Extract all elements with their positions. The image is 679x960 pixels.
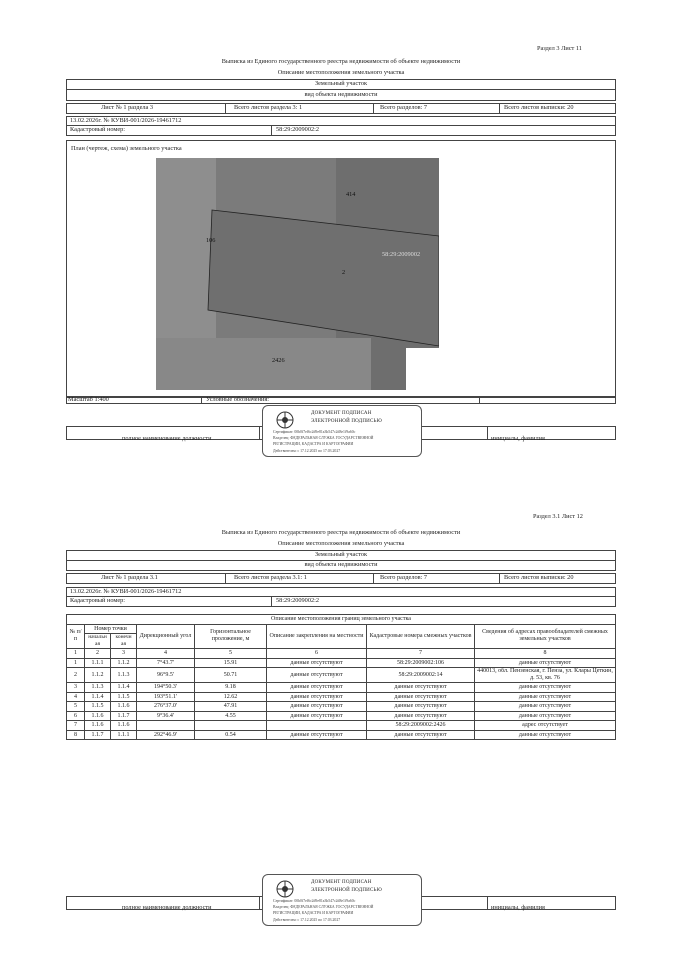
table-cell: 1.1.7 — [85, 730, 111, 740]
colnum: 1 — [67, 649, 85, 659]
total-sections-2: Всего разделов: 7 — [373, 574, 427, 583]
scale-label: Масштаб 1:400 — [68, 395, 109, 403]
table-cell: 1.1.7 — [111, 711, 137, 721]
total-sheets-section-2: Всего листов раздела 3.1: 1 — [225, 574, 307, 583]
table-cell: 1.1.3 — [85, 683, 111, 693]
table-cell: 1.1.6 — [111, 721, 137, 731]
colnum: 3 — [111, 649, 137, 659]
cadastral-value-2: 58:29:2009002:2 — [271, 597, 319, 606]
table-cell: данные отсутствуют — [475, 730, 616, 740]
emblem-icon — [275, 410, 295, 430]
extract-title: Выписка из Единого государственного реестра недвижимости об объекте недвижимости — [221, 58, 461, 65]
emblem-icon — [275, 879, 295, 899]
header-num: № п/п — [67, 624, 85, 649]
table-cell: 1.1.1 — [85, 658, 111, 668]
table-row — [67, 683, 616, 693]
table-cell: 58:29:2009002:14 — [367, 668, 475, 683]
plan-label-top: 414 — [346, 191, 356, 198]
colnum: 6 — [267, 649, 367, 659]
table-cell: данные отсутствуют — [267, 702, 367, 712]
table-cell: данные отсутствуют — [267, 692, 367, 702]
table-cell: данные отсутствуют — [475, 692, 616, 702]
table-cell: 1.1.3 — [111, 668, 137, 683]
colnum: 5 — [195, 649, 267, 659]
table-cell: 50.71 — [195, 668, 267, 683]
total-sections: Всего разделов: 7 — [373, 104, 427, 113]
table-row — [67, 658, 616, 668]
table-cell: данные отсутствуют — [267, 658, 367, 668]
header-length: Горизонтальное проложение, м — [195, 624, 267, 649]
table-cell: 12.62 — [195, 692, 267, 702]
table-cell: 47.91 — [195, 702, 267, 712]
sheet-number-2: Лист № 1 раздела 3.1 — [101, 574, 158, 582]
plan-label-bottom: 2426 — [272, 357, 285, 364]
table-cell: 194°50.3' — [137, 683, 195, 693]
plan-label: План (чертеж, схема) земельного участка — [71, 145, 182, 152]
table-cell: 1.1.6 — [111, 702, 137, 712]
stamp-line-2: ЭЛЕКТРОННОЙ ПОДПИСЬЮ — [311, 419, 382, 424]
section-sheet-label-2: Раздел 3.1 Лист 12 — [533, 513, 583, 520]
table-cell — [195, 721, 267, 731]
table-cell: 1.1.4 — [111, 683, 137, 693]
table-cell: данные отсутствуют — [475, 702, 616, 712]
stamp-line-1: ДОКУМЕНТ ПОДПИСАН — [311, 880, 372, 885]
header-fix: Описание закрепления на местности — [267, 624, 367, 649]
stamp-line-2: ЭЛЕКТРОННОЙ ПОДПИСЬЮ — [311, 888, 382, 893]
plan-label-left: 106 — [206, 237, 216, 244]
header-point: Номер точки — [85, 624, 137, 634]
e-signature-stamp — [262, 405, 422, 457]
stamp-line-1: ДОКУМЕНТ ПОДПИСАН — [311, 411, 372, 416]
table-cell: 193°51.1' — [137, 692, 195, 702]
legend-label: Условные обозначения: — [201, 397, 269, 403]
table-row — [67, 692, 616, 702]
header-addr: Сведения об адресах правообладателей смежных земельных участков — [475, 624, 616, 649]
plan-bottom-shade — [156, 338, 371, 390]
object-name: Земельный участок — [314, 80, 368, 88]
table-cell: данные отсутствуют — [367, 730, 475, 740]
table-cell: данные отсутствуют — [475, 658, 616, 668]
table-cell: 1.1.6 — [85, 711, 111, 721]
stamp-line-4: Владелец: ФЕДЕРАЛЬНАЯ СЛУЖБА ГОСУДАРСТВЕННОЙ — [273, 436, 374, 440]
object-row — [66, 79, 616, 90]
stamp-line-5: РЕГИСТРАЦИИ, КАДАСТРА И КАРТОГРАФИИ — [273, 911, 354, 915]
table-cell: данные отсутствуют — [475, 683, 616, 693]
table-cell: 2 — [67, 668, 85, 683]
sheet-info-row — [66, 103, 616, 114]
plan-drawing — [156, 158, 439, 390]
table-cell: 7°43.7' — [137, 658, 195, 668]
table-cell: 9.18 — [195, 683, 267, 693]
table-cell: 5 — [67, 702, 85, 712]
date-number-row — [66, 116, 616, 126]
total-sheets-section: Всего листов раздела 3: 1 — [225, 104, 302, 113]
table-row — [67, 721, 616, 731]
table-cell: 292°46.9' — [137, 730, 195, 740]
total-sheets-extract: Всего листов выписки: 20 — [499, 104, 573, 113]
table-cell: 58:29:2009002:106 — [367, 658, 475, 668]
stamp-line-6: Действителен: с 17.12.2025 по 17.03.2027 — [273, 449, 341, 453]
cadastral-label: Кадастровый номер: — [70, 126, 126, 134]
table-cell: данные отсутствуют — [367, 692, 475, 702]
cadastral-label-2: Кадастровый номер: — [70, 597, 126, 605]
table-title: Описание местоположения границ земельного участка — [67, 615, 616, 625]
table-cell: данные отсутствуют — [367, 683, 475, 693]
stamp-line-6: Действителен: с 17.12.2025 по 17.03.2027 — [273, 918, 341, 922]
table-cell: 58:29:2009002:2426 — [367, 721, 475, 731]
table-cell: данные отсутствуют — [475, 711, 616, 721]
table-title-row — [67, 615, 616, 625]
column-number-row — [67, 649, 616, 659]
stamp-line-3: Сертификат: 00b0f7ef6c2d9e81a3b547c2d8e1f9a60c — [273, 430, 356, 434]
table-cell: 1.1.5 — [111, 692, 137, 702]
table-cell: 1.1.4 — [85, 692, 111, 702]
initials-caption-2: инициалы, фамилия — [491, 904, 545, 911]
table-cell: данные отсутствуют — [267, 683, 367, 693]
table-cell — [267, 721, 367, 731]
object-kind-2: вид объекта недвижимости — [304, 561, 378, 569]
table-cell: 4.55 — [195, 711, 267, 721]
table-cell: данные отсутствуют — [267, 730, 367, 740]
stamp-line-5: РЕГИСТРАЦИИ, КАДАСТРА И КАРТОГРАФИИ — [273, 442, 354, 446]
sheet-number: Лист № 1 раздела 3 — [101, 104, 154, 112]
legend-empty — [479, 397, 480, 403]
table-row — [67, 668, 616, 683]
table-cell: 0.54 — [195, 730, 267, 740]
colnum: 8 — [475, 649, 616, 659]
table-row — [67, 730, 616, 740]
stamp-line-4: Владелец: ФЕДЕРАЛЬНАЯ СЛУЖБА ГОСУДАРСТВЕННОЙ — [273, 905, 374, 909]
table-cell: 1.1.5 — [85, 702, 111, 712]
signature-divider-c — [259, 897, 260, 909]
sheet-info-row-2 — [66, 573, 616, 584]
plan-blank-area — [406, 348, 439, 390]
header-end: конечн ая — [111, 634, 137, 649]
table-cell: 1.1.2 — [85, 668, 111, 683]
table-cell: 8 — [67, 730, 85, 740]
header-angle: Дирекционный угол — [137, 624, 195, 649]
table-cell: 3 — [67, 683, 85, 693]
table-cell: 7 — [67, 721, 85, 731]
object-row-2 — [66, 550, 616, 561]
section-sheet-label: Раздел 3 Лист 11 — [537, 45, 582, 52]
cadastral-row — [66, 126, 616, 136]
cadastral-row-2 — [66, 597, 616, 607]
object-kind-row-2 — [66, 561, 616, 571]
object-kind: вид объекта недвижимости — [304, 90, 378, 98]
plan-map — [156, 158, 439, 390]
table-cell: 1.1.6 — [85, 721, 111, 731]
table-cell: данные отсутствуют — [267, 668, 367, 683]
table-cell: 4 — [67, 692, 85, 702]
table-cell — [137, 721, 195, 731]
table-cell: 6 — [67, 711, 85, 721]
date-number-row-2 — [66, 587, 616, 597]
table-cell: 1 — [67, 658, 85, 668]
extract-title-2: Выписка из Единого государственного реестра недвижимости об объекте недвижимости — [221, 529, 461, 536]
colnum: 7 — [367, 649, 475, 659]
table-cell: 1.1.1 — [111, 730, 137, 740]
table-row — [67, 702, 616, 712]
header-cad-adj: Кадастровые номера смежных участков — [367, 624, 475, 649]
table-row — [67, 711, 616, 721]
header-start: начальн ая — [85, 634, 111, 649]
signature-divider-d — [487, 897, 488, 909]
initials-caption: инициалы, фамилия — [491, 435, 545, 442]
signature-divider-b — [487, 427, 488, 439]
extract-subtitle: Описание местоположения земельного участка — [277, 69, 405, 76]
table-cell: адрес отсутствует — [475, 721, 616, 731]
boundary-table — [66, 614, 616, 740]
position-caption-2: полное наименование должности — [122, 904, 212, 911]
table-cell: 276°37.0' — [137, 702, 195, 712]
table-cell: данные отсутствуют — [367, 702, 475, 712]
colnum: 4 — [137, 649, 195, 659]
e-signature-stamp-2 — [262, 874, 422, 926]
request-number-2: 13.02.2026г. № КУВИ-001/2026-19461712 — [70, 587, 182, 595]
extract-subtitle-2: Описание местоположения земельного участка — [277, 540, 405, 547]
colnum: 2 — [85, 649, 111, 659]
table-cell: данные отсутствуют — [367, 711, 475, 721]
plan-label-right: 58:29:2009002 — [382, 251, 421, 258]
scale-legend-row — [66, 396, 616, 404]
object-kind-row — [66, 90, 616, 101]
table-cell: 96°9.5' — [137, 668, 195, 683]
plan-label-center: 2 — [342, 269, 346, 276]
table-cell: 440013, обл. Пензенская, г. Пенза, ул. Клары Цеткин, д. 53, кв. 76 — [475, 668, 616, 683]
object-name-2: Земельный участок — [314, 551, 368, 559]
total-sheets-extract-2: Всего листов выписки: 20 — [499, 574, 573, 583]
table-cell: данные отсутствуют — [267, 711, 367, 721]
position-caption: полное наименование должности — [122, 435, 212, 442]
table-cell: 15.91 — [195, 658, 267, 668]
table-cell: 1.1.2 — [111, 658, 137, 668]
table-header-row — [67, 624, 616, 634]
cadastral-value: 58:29:2009002:2 — [271, 126, 319, 135]
stamp-line-3: Сертификат: 00b0f7ef6c2d9e81a3b547c2d8e1f9a60c — [273, 899, 356, 903]
request-number: 13.02.2026г. № КУВИ-001/2026-19461712 — [70, 116, 182, 124]
signature-divider-a — [259, 427, 260, 439]
table-cell: 9°36.4' — [137, 711, 195, 721]
